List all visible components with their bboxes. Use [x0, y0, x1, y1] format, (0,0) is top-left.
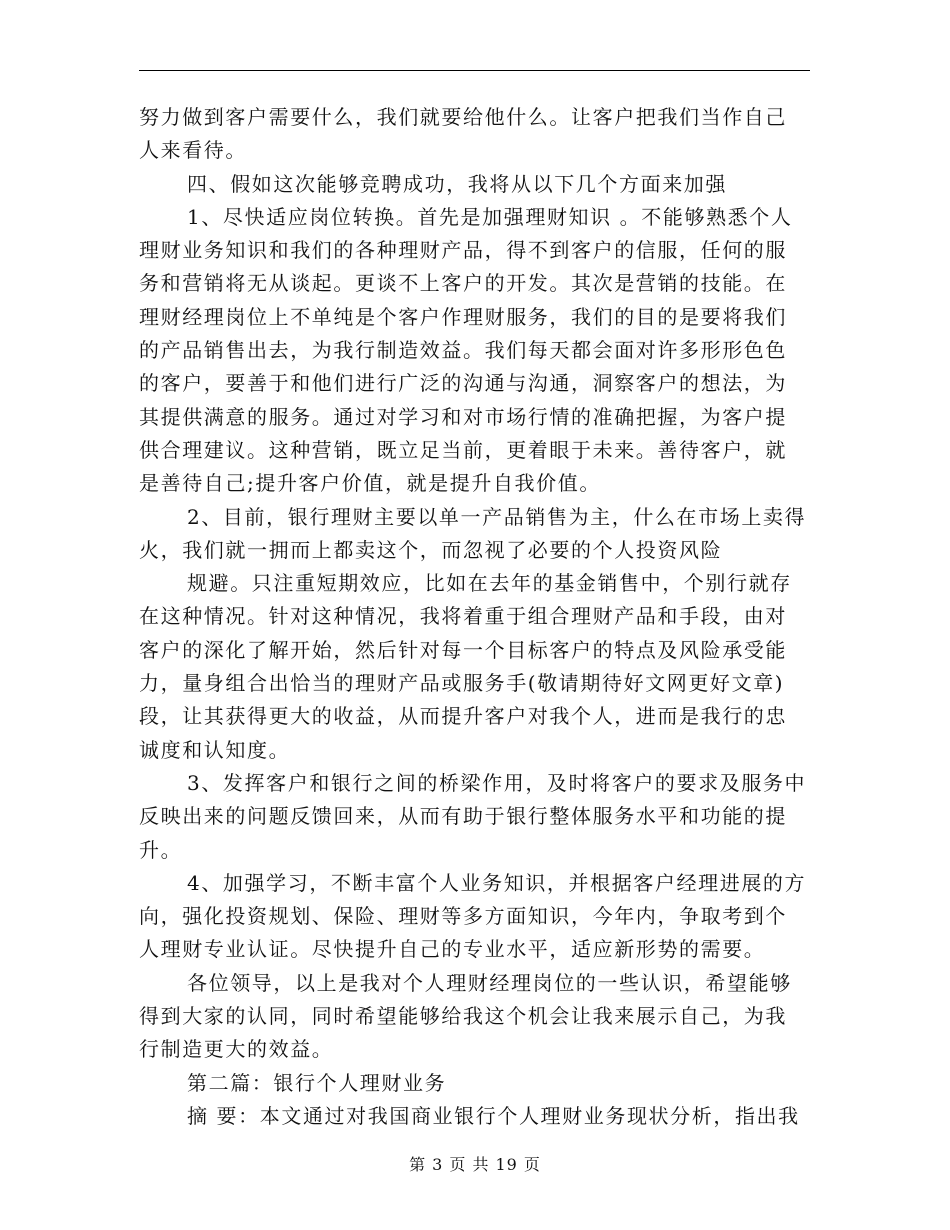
text-line: 各位领导，以上是我对个人理财经理岗位的一些认识，希望能够 — [187, 970, 792, 995]
footer-suffix: 页 — [523, 1155, 541, 1174]
footer-total-pages: 19 — [495, 1155, 518, 1174]
footer-prefix: 第 — [409, 1155, 427, 1174]
footer-middle: 页 共 — [449, 1155, 490, 1174]
footer-current-page: 3 — [432, 1155, 444, 1174]
text-line: 火，我们就一拥而上都卖这个，而忽视了必要的个人投资风险 — [139, 537, 723, 562]
text-line: 摘 要：本文通过对我国商业银行个人理财业务现状分析，指出我 — [187, 1103, 800, 1128]
text-line: 务和营销将无从谈起。更谈不上客户的开发。其次是营销的技能。在 — [139, 271, 787, 296]
text-line: 2、目前，银行理财主要以单一产品销售为主，什么在市场上卖得 — [187, 504, 807, 529]
page-footer — [0, 1152, 950, 1175]
text-line: 客户的深化了解开始，然后针对每一个目标客户的特点及风险承受能 — [139, 637, 787, 662]
text-line: 力，量身组合出恰当的理财产品或服务手(敬请期待好文网更好文章) — [139, 671, 785, 696]
header-rule — [139, 70, 810, 71]
text-line: 是善待自己;提升客户价值，就是提升自我价值。 — [139, 471, 601, 496]
text-line: 升。 — [139, 837, 183, 862]
text-line: 行制造更大的效益。 — [139, 1037, 334, 1062]
text-line: 得到大家的认同，同时希望能够给我这个机会让我来展示自己，为我 — [139, 1004, 787, 1029]
text-line: 3、发挥客户和银行之间的桥梁作用，及时将客户的要求及服务中 — [187, 770, 807, 795]
document-body — [139, 101, 811, 1133]
text-line: 向，强化投资规划、保险、理财等多方面知识，今年内，争取考到个 — [139, 904, 787, 929]
text-line: 努力做到客户需要什么，我们就要给他什么。让客户把我们当作自己 — [139, 105, 787, 129]
text-line: 4、加强学习，不断丰富个人业务知识，并根据客户经理进展的方 — [187, 870, 807, 895]
text-line: 供合理建议。这种营销，既立足当前，更着眼于未来。善待客户，就 — [139, 437, 787, 462]
text-line: 段，让其获得更大的收益，从而提升客户对我个人，进而是我行的忠 — [139, 704, 787, 729]
text-line: 理财经理岗位上不单纯是个客户作理财服务，我们的目的是要将我们 — [139, 304, 787, 329]
text-line: 四、假如这次能够竞聘成功，我将从以下几个方面来加强 — [187, 171, 727, 196]
text-line: 1、尽快适应岗位转换。首先是加强理财知识 。不能够熟悉个人 — [187, 204, 793, 229]
text-line: 第二篇：银行个人理财业务 — [187, 1070, 447, 1095]
text-line: 其提供满意的服务。通过对学习和对市场行情的准确把握，为客户提 — [139, 404, 787, 429]
text-line: 人理财专业认证。尽快提升自己的专业水平，适应新形势的需要。 — [139, 937, 766, 962]
text-line: 的产品销售出去，为我行制造效益。我们每天都会面对许多形形色色 — [139, 338, 787, 363]
text-line: 人来看待。 — [139, 138, 247, 163]
text-line: 反映出来的问题反馈回来，从而有助于银行整体服务水平和功能的提 — [139, 804, 787, 829]
text-line: 理财业务知识和我们的各种理财产品，得不到客户的信服，任何的服 — [139, 238, 787, 263]
text-line: 的客户，要善于和他们进行广泛的沟通与沟通，洞察客户的想法，为 — [139, 371, 787, 396]
text-line: 诚度和认知度。 — [139, 737, 291, 762]
text-line: 规避。只注重短期效应，比如在去年的基金销售中，个别行就存 — [187, 571, 792, 596]
text-line: 在这种情况。针对这种情况，我将着重于组合理财产品和手段，由对 — [139, 604, 787, 629]
